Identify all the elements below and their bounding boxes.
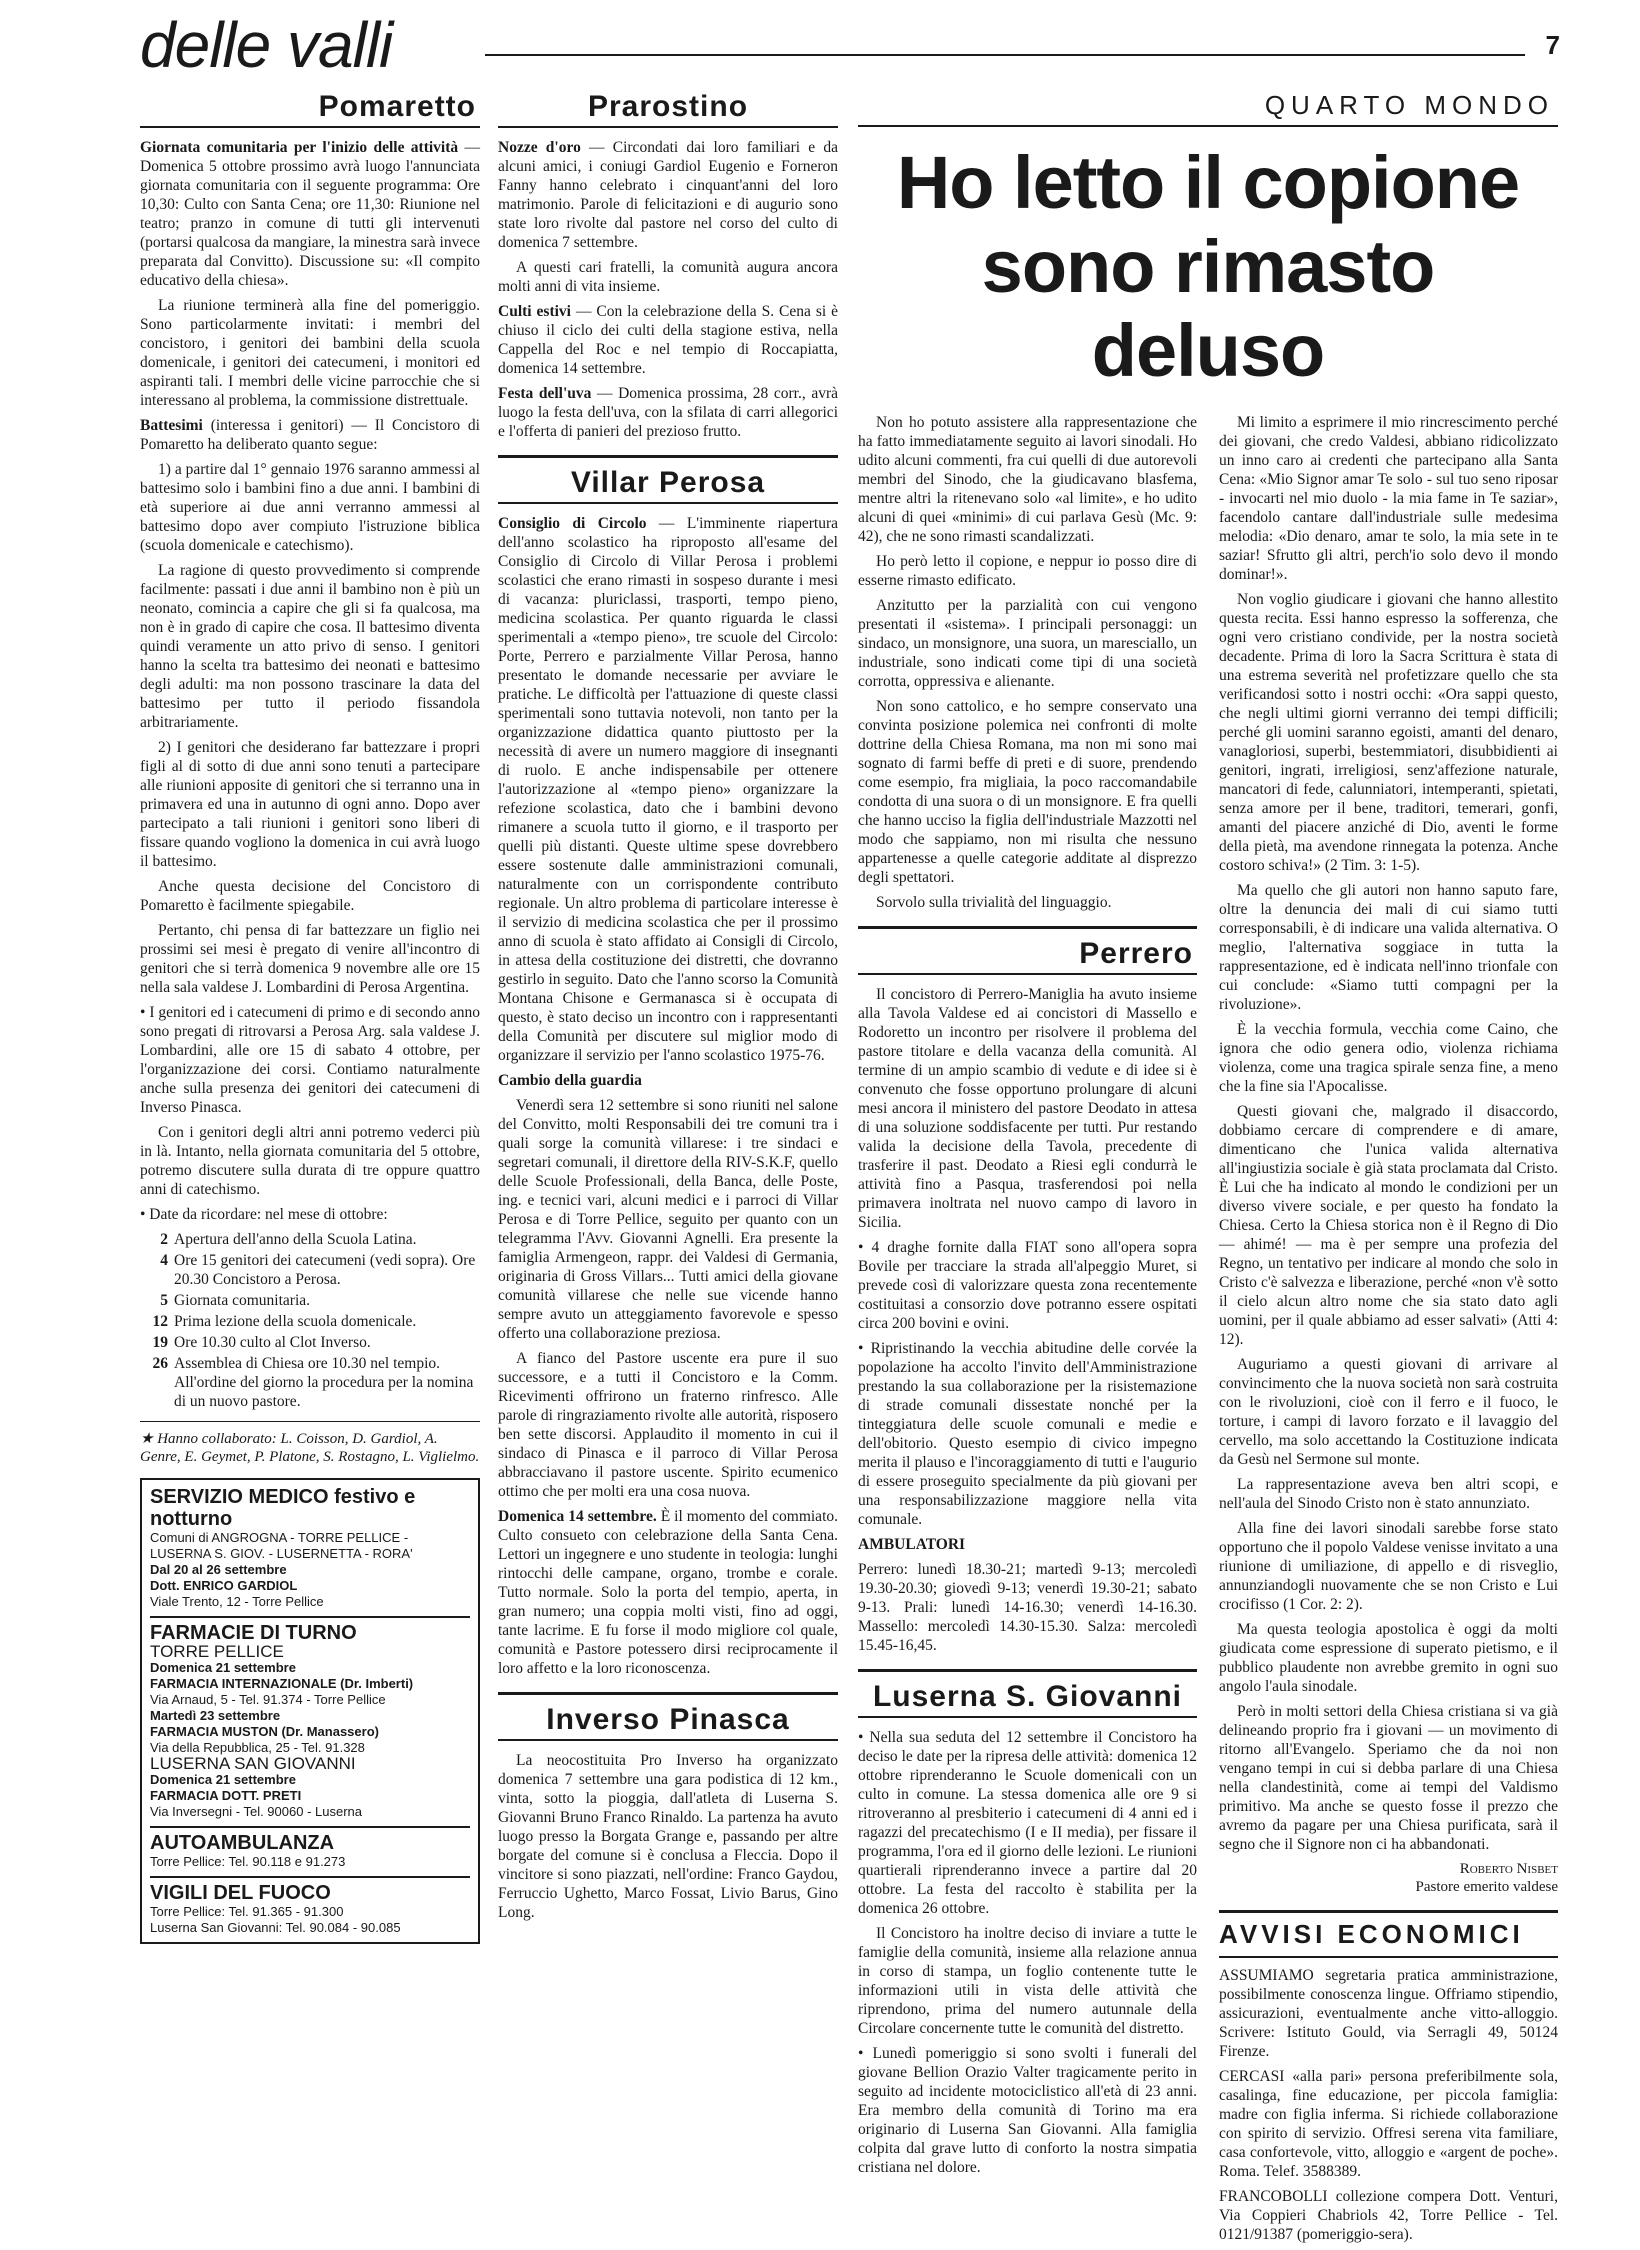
article-paragraph: • Lunedì pomeriggio si sono svolti i funerali del giovane Bellion Orazio Valter tragicamente perito in seguito ad incidente motociclistico all'età di 23 anni. Era membro della comunità di Torino ma era originario di Luserna San Giovanni. Alla famiglia colpita dal grave lutto di conforto la nostra simpatia cristiana nel dolore. <box>858 2045 1197 2176</box>
list-item: 19 Ore 10.30 culto al Clot Inverso. <box>152 1334 371 1351</box>
article-paragraph: Ma quello che gli autori non hanno saputo fare, oltre la denuncia dei mali di cui siamo tutti corresponsabili, è di indicare una valida alternativa. O meglio, l'alternativa soggiace in tutta la rappresentazione, ed è indicata nell'inno trionfale con cui conclude: «Siamo tutti compagni per la rivoluzione». <box>1219 882 1558 1013</box>
classified-ad: ASSUMIAMO segretaria pratica amministrazione, possibilmente conoscenza lingue. Offriamo stipendio, assicurazioni, eventualmente anche vitto-alloggio. Scrivere: Istituto Gould, via Serragli 49, 50124 Firenze. <box>1219 1967 1558 2060</box>
column-prarostino <box>498 84 838 1928</box>
article-paragraph: Alla fine dei lavori sinodali sarebbe forse stato opportuno che il popolo Valdese venisse invitato a una riunione di umiliazione, di appello e di risveglio, annunziandogli nuovamente che se non Cristo e Lui crocifisso (1 Cor. 2: 2). <box>1219 1520 1558 1613</box>
article-paragraph: Battesimi (interessa i genitori) — Il Concistoro di Pomaretto ha deliberato quanto segue: <box>140 417 480 453</box>
quarto-body <box>858 413 1558 2250</box>
article-paragraph: La neocostituita Pro Inverso ha organizzato domenica 7 settembre una gara podistica di 12 km., vinta, sotto la pioggia, dall'atleta di Luserna S. Giovanni Bruno Franco Rinaldo. La partenza ha avuto luogo presso la Borgata Grange e, passando per altre borgate del comune si è conclusa a Fleccia. Dopo il vincitore si sono piazzati, nell'ordine: Franco Gaydou, Ferruccio Ughetto, Marco Fossat, Livio Barus, Gino Long. <box>498 1752 838 1921</box>
article-paragraph: Mi limito a esprimere il mio rincrescimento perché dei giovani, che credo Valdesi, abbiano ridicolizzato un inno caro ai credenti che partecipano alla Santa Cena: «Mio Signor amar Te solo - sul tuo seno riposar - invocarti nel mio duolo - la mia fame in Te saziar», facendolo cantare dall'industriale sulle medesima melodia: «Dio denaro, amar te solo, la mia sete in te saziar! Sfrutto gli altri, perch'io solo devo il mondo dominar!». <box>1219 414 1558 583</box>
section-heading-inverso-pinasca: Inverso Pinasca <box>498 1692 838 1741</box>
headline: Ho letto il copione sono rimasto deluso <box>896 141 1520 392</box>
list-item: 26 Assemblea di Chiesa ore 10.30 nel tempio. All'ordine del giorno la procedura per la nomina di un nuovo pastore. <box>152 1355 474 1410</box>
article-paragraph: Il concistoro di Perrero-Maniglia ha avuto insieme alla Tavola Valdese ed ai concistori di Massello e Rodoretto un incontro per risolvere il problema del pastore titolare e della vacanza della comunità. Al termine di un ampio scambio di vedute e di idee si è convenuto che fosse opportuno prolungare di alcuni mesi ancora il ministero del pastore Deodato in attesa di una soluzione soddisfacente per tutti. Pur restando valida la decisione della Tavola, precedente di trasferire il past. Deodato a Riesi egli condurrà le attività fino a Pasqua, trasferendosi poi nella primavera inoltrata nel nuovo campo di lavoro in Sicilia. <box>858 986 1197 1231</box>
article-paragraph: Festa dell'uva — Domenica prossima, 28 corr., avrà luogo la festa dell'uva, con la sfilata di carri allegorici e l'offerta di panieri del prezioso frutto. <box>498 385 838 440</box>
article-paragraph: Ma questa teologia apostolica è oggi da molti giudicata come espressione di superato pietismo, e il pubblico plaudente non avrebbe gremito in ogni suo angolo l'aula sinodale. <box>1219 1621 1558 1695</box>
article-paragraph: Giornata comunitaria per l'inizio delle attività — Domenica 5 ottobre prossimo avrà luogo l'annunciata giornata comunitaria con il seguente programma: Ore 10,30: Culto con Santa Cena; ore 11,30: Riunione nel teatro; pranzo in comune di tutti gli intervenuti (portarsi qualcosa da mangiare, la minestra sarà invece preparata dal Convitto). Discussione su: «Il compito educativo della chiesa». <box>140 139 480 289</box>
section-heading-pomaretto: Pomaretto <box>140 84 480 128</box>
quarto-right-column <box>1219 413 1558 2250</box>
article-paragraph: 2) I genitori che desiderano far battezzare i propri figli al di sotto di due anni sono tenuti a partecipare alle riunioni apposite di genitori che si terranno una in primavera ed una in autunno di ogni anno. Dopo aver partecipato a tali riunioni i genitori sono liberi di fissare quando vogliono la domenica in cui avrà luogo il battesimo. <box>140 739 480 870</box>
section-heading-prarostino: Prarostino <box>498 84 838 128</box>
article-paragraph: Venerdì sera 12 settembre si sono riuniti nel salone del Convitto, molti Responsabili dei tre comuni tra i quali sorge la comunità villarese: i tre sindaci e segretari comunali, il direttore della RIV-S.K.F, quello delle Scuole Professionali, della Banca, delle Poste, ing. e tecnici vari, alcuni medici e i parroci di Villar Perosa e di Torre Pellice, seguito per quanto con un telegramma l'Avv. Giovanni Agnelli. Era presente la famiglia Armengeon, rappr. dei Valdesi di Germania, originaria di Gross Villars... Tutti amici della giovane comunità villarese che nelle sue vicende hanno sempre avuto un atteggiamento favorevole e spesso offerto una collaborazione preziosa. <box>498 1097 838 1342</box>
article-paragraph: • 4 draghe fornite dalla FIAT sono all'opera sopra Bovile per tracciare la strada all'alpeggio Muret, si prevede così di valorizzare questa zona recentemente costituitasi a consorzio dove potranno essere ospitati circa 200 bovini e ovini. <box>858 1239 1197 1332</box>
article-paragraph: Perrero: lunedì 18.30-21; martedì 9-13; mercoledì 19.30-20.30; giovedì 9-13; venerdì 19.30-21; sabato 9-13. Prali: lunedì 14-16.30; venerdì 14-16.30. Massello: mercoledì 14.30-15.30. Salza: mercoledì 15.45-16,45. <box>858 1561 1197 1654</box>
article-paragraph: La riunione terminerà alla fine del pomeriggio. Sono particolarmente invitati: i membri del concistoro, i genitori dei bambini della scuola domenicale, i genitori dei catecumeni, i monitori ed aspiranti tali. I membri delle vicine parrocchie che si interessano al problema, la commissione distrettuale. <box>140 297 480 409</box>
pharmacies-title: FARMACIE DI TURNO <box>150 1616 470 1644</box>
medical-service-title: SERVIZIO MEDICO festivo e notturno <box>150 1486 416 1530</box>
article-paragraph: • Ripristinando la vecchia abitudine delle corvée la popolazione ha accolto l'invito dell'Amministrazione prestando la sua collaborazione per la risistemazione di strade comunali dissestate nonché per la tinteggiatura delle scuole comunali e medie e dell'obitorio. Questo esempio di civico impegno merita il plauso e l'incoraggiamento di tutti e l'augurio di essere proseguito specialmente da più giovani per una responsabilizzazione maggiore nella vita comunale. <box>858 1340 1197 1528</box>
article-subheading: Cambio della guardia <box>498 1072 642 1089</box>
dates-list <box>140 1230 480 1411</box>
article-paragraph: Auguriamo a questi giovani di arrivare al convincimento che la nuova società non sarà costruita con le rivoluzioni, cioè con il ferro e il fuoco, le torture, i campi di lavoro forzato e il lavaggio del cervello, ma solo accettando la Costituzione indicata da Gesù nel Sermone sul monte. <box>1219 1356 1558 1468</box>
ambulance-title: AUTOAMBULANZA <box>150 1826 470 1854</box>
column-quarto-mondo <box>858 84 1558 2250</box>
section-heading-perrero: Perrero <box>858 926 1197 975</box>
collaborators-note: ★ Hanno collaborato: L. Coisson, D. Gardiol, A. Genre, E. Geymet, P. Platone, S. Rostagno, L. Viglielmo. <box>140 1421 480 1466</box>
article-paragraph: Con i genitori degli altri anni potremo vederci più in là. Intanto, nella giornata comunitaria del 5 ottobre, potremo discutere sulla durata di tre oppure quattro anni di catechismo. <box>140 1124 480 1198</box>
article-paragraph: 1) a partire dal 1° gennaio 1976 saranno ammessi al battesimo solo i bambini fino a due anni. I bambini di età superiore ai due anni verranno ammessi al battesimo dopo aver compiuto l'istruzione biblica (scuola domenicale e catechismo). <box>140 461 480 554</box>
article-paragraph: Sorvolo sulla trivialità del linguaggio. <box>876 894 1112 911</box>
article-paragraph: Culti estivi — Con la celebrazione della S. Cena si è chiuso il ciclo dei culti della stagione estiva, nella Cappella del Roc e nel tempio di Roccapiatta, domenica 14 settembre. <box>498 303 839 377</box>
article-paragraph: A questi cari fratelli, la comunità augura ancora molti anni di vita insieme. <box>498 259 838 295</box>
article-paragraph: Ho però letto il copione, e neppur io posso dire di esserne rimasto edificato. <box>858 553 1197 589</box>
section-label-quarto-mondo: QUARTO MONDO <box>858 84 1558 127</box>
author-signature: Roberto Nisbet Pastore emerito valdese <box>1415 1861 1558 1895</box>
article-paragraph: La ragione di questo provvedimento si comprende facilmente: passati i due anni il bambino non è più un neonato, comincia a capire che gli si fa qualcosa, ma non è in grado di capire che cosa. Il battesimo diventa quindi veramente un atto privo di senso. I genitori hanno la scelta tra battesimo dei neonati e battesimo degli adulti: ma non possono trascinare la data del battesimo per tutto il periodo fissandola arbitrariamente. <box>140 562 480 731</box>
article-paragraph: Nozze d'oro — Circondati dai loro familiari e da alcuni amici, i coniugi Gardiol Eugenio e Forneron Fanny hanno celebrato i cinquant'anni del loro matrimonio. Parole di felicitazioni e di augurio sono state loro rivolte dal pastore nel corso del culto di domenica 7 settembre. <box>498 139 839 251</box>
section-heading-villar-perosa: Villar Perosa <box>498 455 838 504</box>
page-number: 7 <box>1545 30 1560 60</box>
classified-ad: FRANCOBOLLI collezione compera Dott. Venturi, Via Coppieri Chabriols 42, Torre Pellice - Tel. 0121/91387 (pomeriggio-sera). <box>1219 2188 1558 2243</box>
masthead-rule <box>485 54 1525 56</box>
article-paragraph: • Date da ricordare: nel mese di ottobre: <box>140 1206 388 1223</box>
list-item: 12 Prima lezione della scuola domenicale. <box>152 1313 417 1330</box>
article-paragraph: Non ho potuto assistere alla rappresentazione che ha fatto immediatamente seguito ai lavori sinodali. Ho udito alcuni commenti, fra cui quelli di due autorevoli membri del Sinodo, che la giudicavano blasfema, mentre altri la ritenevano solo «al limite», e ho udito alcuni di quei «minimi» di cui parlava Gesù (Mc. 9: 42), che ne sono rimasti scandalizzati. <box>858 414 1197 545</box>
article-paragraph: • I genitori ed i catecumeni di primo e di secondo anno sono pregati di ritrovarsi a Perosa Arg. sala valdese J. Lombardini, alle ore 15 di sabato 4 ottobre, per l'organizzazione dei corsi. Contiamo naturalmente anche sulla presenza dei genitori dei catecumeni di Inverso Pinasca. <box>140 1004 480 1116</box>
article-paragraph: Pertanto, chi pensa di far battezzare un figlio nei prossimi sei mesi è pregato di venire all'incontro di genitori che si terrà domenica 9 novembre alle ore 15 nella sala valdese J. Lombardini di Perosa Argentina. <box>140 922 480 996</box>
article-subheading: AMBULATORI <box>858 1536 966 1553</box>
article-paragraph: Domenica 14 settembre. È il momento del commiato. Culto consueto con celebrazione della Santa Cena. Lettori un ingegnere e uno studente in teologia: lunghi rintocchi delle campane, organo, trombe e corale. Tutto normale. Solo la porta del tempio, aperta, in gran numero; una coppia molti visti, fino ad oggi, tante lacrime. E fu forse il modo migliore col quale, comunità e Pastore potessero dirsi reciprocamente il loro affetto e la loro riconoscenza. <box>498 1508 838 1677</box>
list-item: 4 Ore 15 genitori dei catecumeni (vedi sopra). Ore 20.30 Concistoro a Perosa. <box>160 1252 476 1288</box>
classifieds-title: AVVISI ECONOMICI <box>1219 1910 1558 1958</box>
list-item: 5 Giornata comunitaria. <box>160 1292 311 1309</box>
services-box: SERVIZIO MEDICO festivo e notturno Comuni di ANGROGNA - TORRE PELLICE - LUSERNA S. GIOV. - LUSERNETTA - RORA' Dal 20 al 26 settembre Dott. ENRICO GARDIOL Viale Trento, 12 - Torre Pellice FARMACIE DI TURNO TORRE PELLICE Domenica 21 settembre FARMACIA INTERNAZIONALE (Dr. Imberti) Via Arnaud, 5 - Tel. 91.374 - Torre Pellice Martedì 23 settembre FARMACIA MUSTON (Dr. Manassero) Via della Repubblica, 25 - Tel. 91.328 LUSERNA SAN GIOVANNI Domenica 21 settembre FARMACIA DOTT. PRETI Via Inversegni - Tel. 90060 - Luserna AUTOAMBULANZA Torre Pellice: Tel. 90.118 e 91.273 VIGILI DEL FUOCO Torre Pellice: Tel. 91.365 - 91.300 Luserna San Giovanni: Tel. 90.084 - 90.085 <box>140 1478 480 1944</box>
masthead <box>140 9 1570 84</box>
article-paragraph: • Nella sua seduta del 12 settembre il Concistoro ha deciso le date per la ripresa delle attività: domenica 12 ottobre riprenderanno le Scuole domenicali con un culto in comune. La stessa domenica alle ore 9 si ritroveranno al presbiterio i catecumeni di 4 anni ed i ragazzi del precatechismo (I e II media), per fissare il programma, l'ora ed il giorno delle lezioni. Le riunioni quartierali riprenderanno invece a partire dal 20 ottobre. La festa del raccolto è stabilita per la domenica 26 ottobre. <box>858 1729 1197 1917</box>
column-pomaretto <box>140 84 480 1954</box>
article-paragraph: Consiglio di Circolo — L'imminente riapertura dell'anno scolastico ha riproposto all'esame del Consiglio di Circolo di Villar Perosa i problemi scolastici che erano rimasti in sospeso durante i mesi di vacanza: pluriclassi, trasporti, tempo pieno, medicina scolastica. Per quanto riguarda le classi sperimentali a «tempo pieno», tre scuole del Circolo: Porte, Perrero e parzialmente Villar Perosa, hanno presentato le domande necessarie per avviare le pratiche. Le difficoltà per l'attuazione di queste classi sperimentali sono tuttavia notevoli, non tanto per la organizzazione didattica quanto piuttosto per la necessità di avere un numero maggiore di insegnanti di ruolo. E anche indispensabile per ottenere l'autorizzazione al «tempo pieno» organizzare la refezione scolastica, dato che i bambini devono rimanere a scuola tutto il giorno, e il trasporto per quelli più distanti. Queste ultime spese dovrebbero essere sostenute dalle amministrazioni comunali, naturalmente con un corrispondente contributo regionale. Un altro problema di particolare interesse è il servizio di medicina scolastica che per il prossimo anno di scuola è stato affidato ai Consigli di Circolo, in attesa della costituzione dei distretti, che dovranno gestirlo in seguito. Dato che l'anno scorso la Comunità Montana Chisone e Germanasca si è occupata di questo, è stato deciso un incontro con i rappresentanti della Comunità per discutere sul miglior modo di organizzare il servizio per l'anno scolastico 1975-76. <box>498 515 838 1064</box>
section-heading-luserna: Luserna S. Giovanni <box>858 1669 1197 1718</box>
article-paragraph: A fianco del Pastore uscente era pure il suo successore, e a tutti il Concistoro e la Comm. Ricevimenti offrirono un fraterno rinfresco. Alle parole di ringraziamento rivolte alle autorità, risposero ben sette discorsi. Applaudito il momento in cui il sindaco di Pinasca e il parroco di Villar Perosa abbracciavano il pastore uscente. Spirito ecumenico ottimo che per molti era una cosa nuova. <box>498 1350 838 1500</box>
article-paragraph: Non sono cattolico, e ho sempre conservato una convinta posizione polemica nei confronti di molte dottrine della Chiesa Romana, ma non mi sono mai sognato di farmi beffe di preti e di suore, prendendo come esempio, fra migliaia, la poco raccomandabile condotta di una suora o di un monsignore. E fra quelli che hanno ucciso la figlia dell'industriale Mazzotti nel modo che sappiamo, non mi risulta che nessuno appartenesse a quelle categorie additate al disprezzo degli spettatori. <box>858 698 1197 886</box>
article-paragraph: È la vecchia formula, vecchia come Caino, che ignora che odio genera odio, violenza richiama violenza, come una tragica spirale senza fine, a meno che la fine sia l'Apocalisse. <box>1219 1021 1558 1095</box>
firefighters-title: VIGILI DEL FUOCO <box>150 1876 470 1904</box>
article-paragraph: Però in molti settori della Chiesa cristiana si va già delineando proprio fra i giovani — un movimento di ritorno all'Evangelo. Speriamo che da noi non vengano tempi in cui si debba parlare di una Chiesa nella clandestinità, come ai tempi del Valdismo primitivo. Ma anche se questo fosse il prezzo che avremo da pagare per una Chiesa purificata, sarà il segno che il Signore non ci ha abbandonati. <box>1219 1703 1558 1853</box>
quarto-left-column <box>858 413 1197 2250</box>
article-paragraph: Questi giovani che, malgrado il disaccordo, dobbiamo cercare di comprendere e di amare, dimenticano che l'unica valida alternativa all'ingiustizia sociale è già stata proclamata dal Cristo. È Lui che ha indicato al mondo le condizioni per un diverso vivere sociale, e per questo ha fondato la Chiesa. Certo la Chiesa storica non è il Regno di Dio — ahimé! — ma è per sempre una profezia del Regno, un tentativo per indicare al mondo che solo in Cristo c'è salvezza e liberazione, perché «non v'è sotto il cielo alcun altro nome che sia stato dato agli uomini, per il quale abbiamo ad esser salvati» (Atti 4: 12). <box>1219 1103 1558 1348</box>
article-paragraph: Il Concistoro ha inoltre deciso di inviare a tutte le famiglie della comunità, insieme alla relazione annua in corso di stampa, un foglio contenente tutte le informazioni utili in vista delle attività che riprendono, prima del numero autunnale della Circolare concernente tutte le comunità del distretto. <box>858 1925 1197 2037</box>
article-paragraph: Non voglio giudicare i giovani che hanno allestito questa recita. Essi hanno espresso la sofferenza, che ogni vero cristiano condivide, per la nostra società decadente. Prima di loro la Sacra Scrittura è stata di una estrema severità nel profetizzare quello che sta verificandosi sotto i nostri occhi: «Ora sappi questo, che negli ultimi giorni verranno dei tempi difficili; perché gli uomini saranno egoisti, amanti del denaro, vanagloriosi, superbi, bestemmiatori, disubbidienti ai genitori, ingrati, irreligiosi, senz'affezione naturale, mancatori di fede, calunniatori, intemperanti, spietati, senza amore per il bene, traditori, temerari, gonfi, amanti del piacere anziché di Dio, aventi le forme della pietà, ma avendone rinnegata la potenza. Anche costoro schiva!» (2 Tim. 3: 1-5). <box>1219 591 1558 874</box>
classified-ad: CERCASI «alla pari» persona preferibilmente sola, casalinga, fine educazione, per piccola famiglia: madre con figlia inferma. Si richiede collaborazione con spirito di servizio. Offresi serena vita familiare, casa confortevole, vitto, alloggio e «argent de poche». Roma. Telef. 3588389. <box>1219 2068 1558 2180</box>
list-item: 2 Apertura dell'anno della Scuola Latina. <box>160 1231 417 1248</box>
article-paragraph: Anche questa decisione del Concistoro di Pomaretto è facilmente spiegabile. <box>140 878 480 914</box>
article-paragraph: La rappresentazione aveva ben altri scopi, e nell'aula del Sinodo Cristo non è stato annunziato. <box>1219 1476 1558 1512</box>
newspaper-title: delle valli <box>140 9 393 81</box>
article-paragraph: Anzitutto per la parzialità con cui vengono presentati il «sistema». I principali personaggi: un sindaco, un monsignore, una suora, un maresciallo, un industriale, sono indicati come tipi di una società corrotta, oppressiva e alienante. <box>858 597 1197 690</box>
